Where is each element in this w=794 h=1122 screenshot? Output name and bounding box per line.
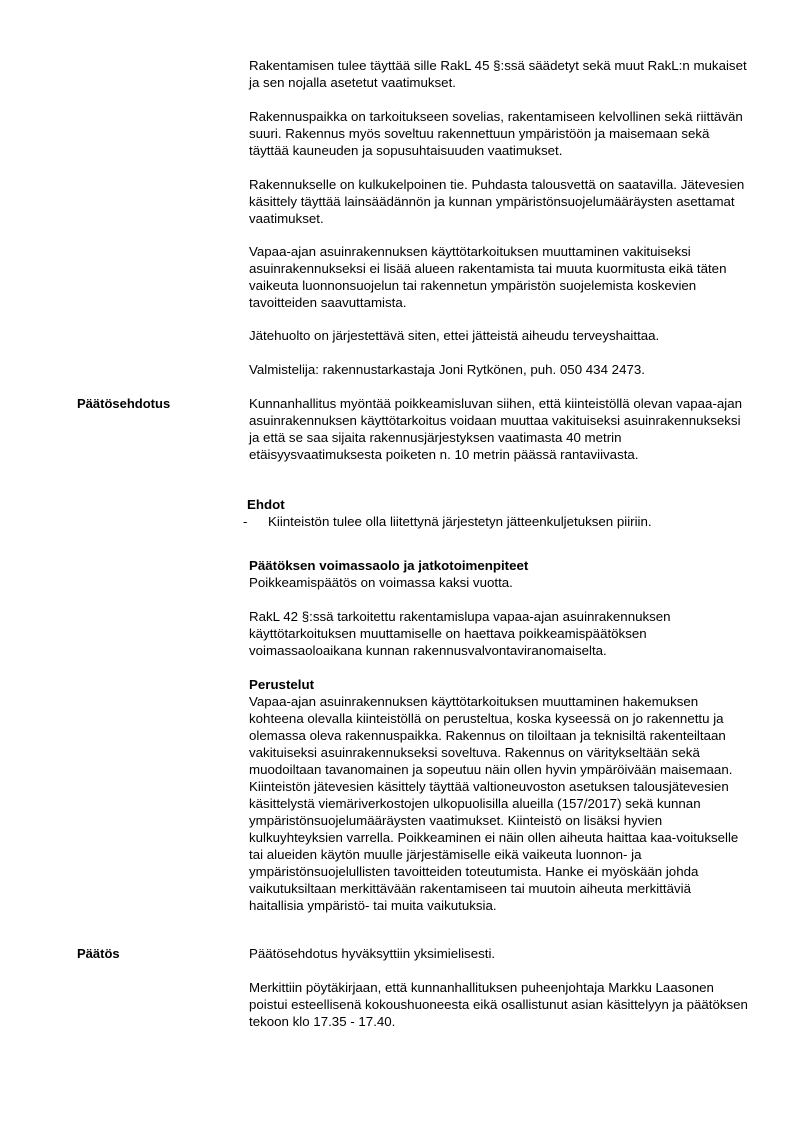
validity-section: Päätöksen voimassaolo ja jatkotoimenpiteet Poikkeamispäätös on voimassa kaksi vuotta.: [249, 557, 749, 591]
decision-paragraph-2: Merkittiin pöytäkirjaan, että kunnanhallituksen puheenjohtaja Markku Laasonen poistui esteellisenä kokoushuoneesta eikä osallistunut asian käsittelyyn ja päätöksen tekoon klo 17.35 - 17.40.: [249, 980, 748, 1029]
intro-paragraph-3: Rakennukselle on kulkukelpoinen tie. Puhdasta talousvettä on saatavilla. Jätevesien käsittely täyttää lainsäädännön ja kunnan ympäristönsuojelumääräysten asettamat vaatimukset.: [249, 177, 745, 226]
section-label-decision: Päätös: [77, 946, 120, 961]
conditions-heading: Ehdot: [247, 497, 285, 512]
validity-heading: Päätöksen voimassaolo ja jatkotoimenpiteet: [249, 558, 529, 573]
reasons-section: Perustelut Vapaa-ajan asuinrakennuksen käyttötarkoituksen muuttaminen hakemuksen kohteena olevalla kiinteistöllä on perusteltua, koska kyseessä on jo rakennettu ja olemassa oleva rakennuspaikka. Rakennus on tiloiltaan ja teknisiltä rakenteiltaan vakituiseksi asuinrakennukseksi soveltuva. Rakennus on väritykseltään sekä muodoiltaan tavanomainen ja sopeutuu näin ollen hyvin ympäröivään maisemaan. Kiinteistön jätevesien käsittely täyttää valtioneuvoston asetuksen talousjätevesien käsittelystä viemäriverkostojen ulkopuolisilla alueilla (157/2017) sekä kunnan ympäristönsuojelumääräysten vaatimukset. Kiinteistö on lisäksi hyvien kulkuyhteyksien varrella. Poikkeaminen ei näin ollen aiheuta haittaa kaa-voitukselle tai alueiden käytön muulle järjestämiselle eikä vaikeuta luonnon- ja ympäristönsuojelullisten tavoitteiden toteutumista. Hanke ei myöskään johda vaikutuksiltaan merkittävään rakentamiseen tai muutoin aiheuta merkittäviä haitallisia ympäristö- tai muita vaikutuksia.: [249, 676, 749, 914]
section-label-proposal: Päätösehdotus: [77, 396, 171, 411]
condition-item: - Kiinteistön tulee olla liitettynä järjestetyn jätteenkuljetuksen piiriin.: [243, 514, 652, 529]
decision-paragraph-1: Päätösehdotus hyväksyttiin yksimielisesti.: [249, 946, 496, 961]
intro-paragraph-5: Jätehuolto on järjestettävä siten, ettei jätteistä aiheudu terveyshaittaa.: [249, 328, 660, 343]
intro-paragraph-4: Vapaa-ajan asuinrakennuksen käyttötarkoituksen muuttaminen vakituiseksi asuinrakennukseksi ei lisää alueen rakentamista tai muuta kuormitusta eikä täten vaikeuta luonnonsuojelun tai rakennetun ympäristön suojelemista koskevien tavoitteiden saavuttamista.: [249, 244, 727, 310]
reasons-heading: Perustelut: [249, 677, 315, 692]
intro-paragraph-1: Rakentamisen tulee täyttää sille RakL 45 §:ssä säädetyt sekä muut RakL:n mukaiset ja sen nojalla asetetut vaatimukset.: [249, 58, 747, 90]
preparer-line: Valmistelija: rakennustarkastaja Joni Rytkönen, puh. 050 434 2473.: [249, 362, 645, 377]
validity-paragraph-2: RakL 42 §:ssä tarkoitettu rakentamislupa vapaa-ajan asuinrakennuksen käyttötarkoituksen muuttamiselle on haettava poikkeamispäätöksen voimassaoloaikana kunnan rakennusvalvontaviranomaiselta.: [249, 609, 671, 658]
proposal-text: Kunnanhallitus myöntää poikkeamisluvan siihen, että kiinteistöllä olevan vapaa-ajan asuinrakennuksen käyttötarkoitus voidaan muuttaa vakituiseksi asuinrakennukseksi ja että se saa sijaita rakennusjärjestyksen vaatimasta 40 metrin etäisyysvaatimuksesta poiketen n. 10 metrin päässä rantaviivasta.: [249, 396, 743, 462]
list-bullet: -: [243, 514, 248, 529]
conditions-section: [243, 496, 747, 530]
intro-paragraph-2: Rakennuspaikka on tarkoitukseen sovelias, rakentamiseen kelvollinen sekä riittävän suuri. Rakennus myös soveltuu rakennettuun ympäristöön ja maisemaan sekä täyttää kauneuden ja sopusuhtaisuuden vaatimukset.: [249, 109, 743, 158]
